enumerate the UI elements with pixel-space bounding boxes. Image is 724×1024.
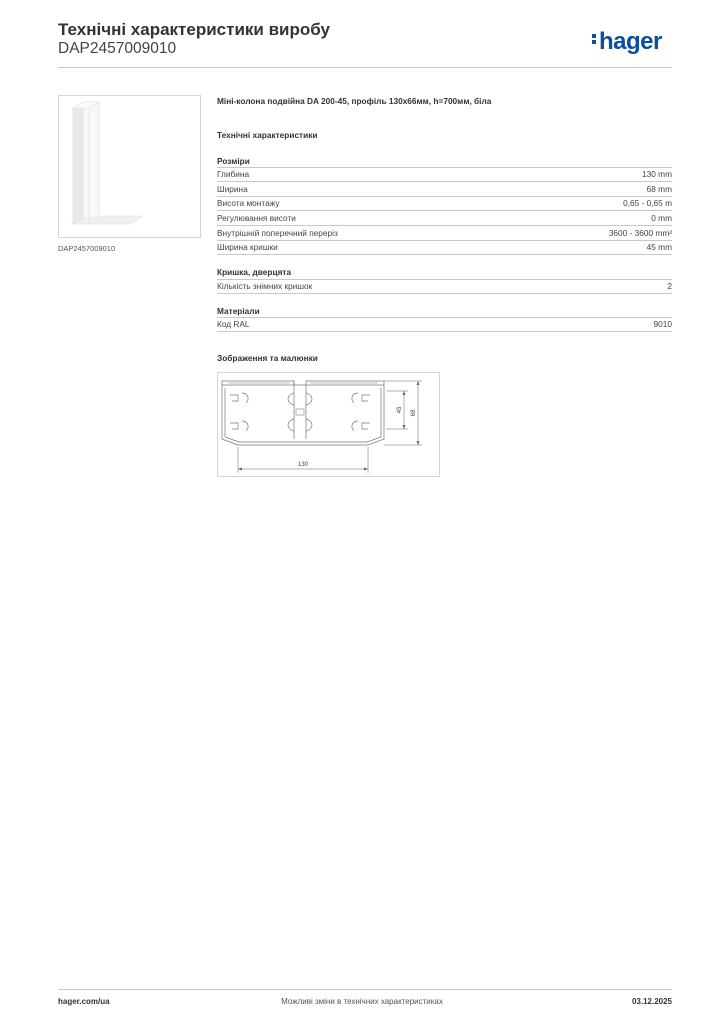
group-title-cover: Кришка, дверцята — [217, 267, 292, 277]
spec-row — [217, 280, 672, 294]
footer-date: 03.12.2025 — [631, 997, 672, 1006]
spec-label: Глибина — [217, 169, 250, 179]
footer-website: hager.com/ua — [58, 997, 110, 1006]
spec-value: 130 mm — [642, 169, 672, 179]
drawings-section-title: Зображення та малюнки — [217, 353, 318, 363]
page-title: Технічні характеристики виробу — [58, 20, 330, 39]
hager-logo — [592, 28, 662, 56]
spec-value: 9010 — [653, 319, 672, 329]
product-image — [58, 95, 201, 238]
spec-value: 3600 - 3600 mm² — [608, 228, 672, 238]
spec-row — [217, 241, 672, 255]
spec-row — [217, 168, 672, 182]
logo-text: hager — [599, 28, 662, 55]
footer-divider — [58, 989, 672, 990]
spec-label: Регулювання висоти — [217, 213, 296, 223]
spec-value: 2 — [667, 281, 672, 291]
dimension-inner-label: 45 — [397, 406, 403, 414]
spec-row — [217, 227, 672, 241]
spec-value: 0 mm — [651, 213, 672, 223]
product-image-caption: DAP2457009010 — [58, 244, 116, 253]
spec-label: Внутрішній поперечний переріз — [217, 228, 338, 238]
spec-row — [217, 183, 672, 197]
spec-label: Ширина кришки — [217, 242, 278, 252]
spec-label: Висота монтажу — [217, 198, 280, 208]
spec-row — [217, 197, 672, 211]
spec-label: Код RAL — [217, 319, 250, 329]
technical-drawing — [217, 372, 440, 477]
specs-section-title: Технічні характеристики — [217, 130, 318, 140]
spec-value: 45 mm — [646, 242, 672, 252]
product-reference: DAP2457009010 — [58, 40, 177, 57]
dimension-height-label: 68 — [411, 409, 417, 417]
spec-label: Ширина — [217, 184, 248, 194]
spec-label: Кількість знімних кришок — [217, 281, 313, 291]
dimension-width-label: 130 — [297, 462, 309, 468]
spec-row — [217, 318, 672, 332]
product-name: Міні-колона подвійна DA 200-45, профіль 130х66мм, h=700мм, біла — [217, 96, 492, 106]
profile-cross-section-drawing — [218, 373, 439, 476]
group-title-dimensions: Розміри — [217, 156, 250, 166]
logo-dots-icon — [592, 32, 598, 46]
spec-value: 68 mm — [646, 184, 672, 194]
group-title-materials: Матеріали — [217, 306, 260, 316]
header-divider — [58, 67, 672, 68]
mini-column-illustration — [59, 96, 200, 237]
spec-value: 0,65 - 0,65 m — [623, 198, 672, 208]
footer-disclaimer: Можливі зміни в технічних характеристиках — [281, 997, 443, 1006]
spec-row — [217, 212, 672, 226]
